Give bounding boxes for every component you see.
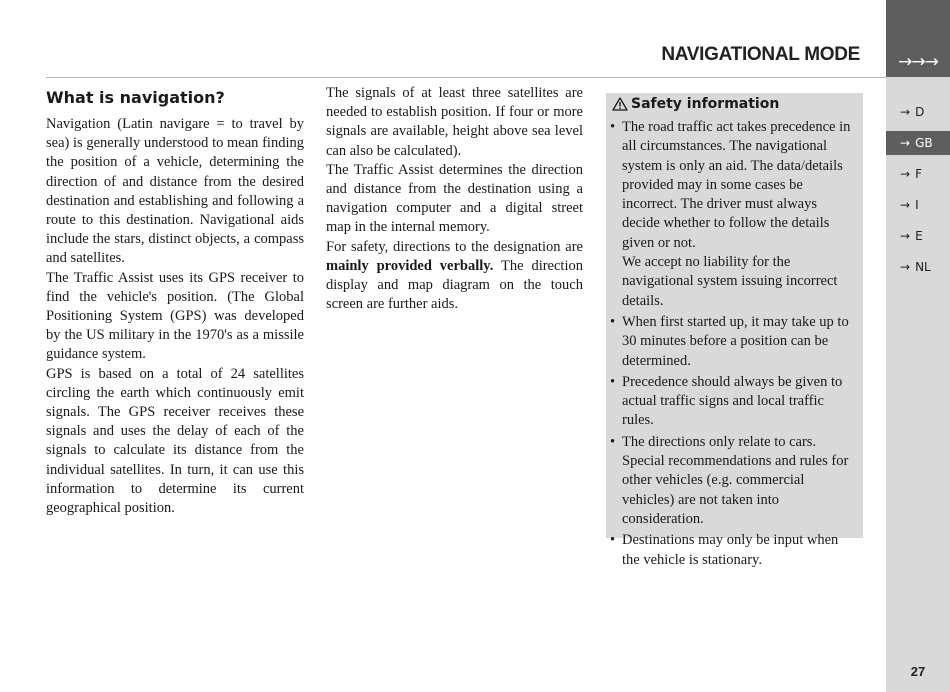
arrow-right-icon: → (900, 136, 911, 150)
safety-list (612, 118, 857, 570)
body-paragraph: The Traffic Assist uses its GPS receiver to find the vehicle's position. (The Global Positioning System (GPS) was developed by the US military in the 1970's as a missile guidance system. (46, 269, 304, 363)
safety-item-text: We accept no liability for the navigational system issuing incorrect details. (622, 254, 838, 309)
safety-title-text: Safety information (631, 96, 780, 112)
safety-item: • When first started up, it may take up to 30 minutes before a position can be determined. (612, 313, 857, 371)
forward-arrows-tab (886, 0, 950, 77)
body-paragraph: The Traffic Assist determines the direction and distance from the destination using a navigation computer and a digital street map in the internal memory. (326, 161, 583, 236)
emphasis-text: mainly provided verbally. (326, 257, 494, 274)
language-code: I (915, 198, 919, 212)
page-number: 27 (910, 664, 926, 679)
safety-title (612, 93, 857, 115)
text-column-2 (326, 84, 583, 314)
language-item-d[interactable] (886, 100, 950, 124)
language-code: GB (915, 136, 933, 150)
body-paragraph: The signals of at least three satellites are needed to establish position. If four or more signals are available, height above sea level can also be calculated). (326, 85, 583, 159)
language-list (886, 100, 950, 286)
section-heading: What is navigation? (46, 88, 225, 107)
body-paragraph: GPS is based on a total of 24 satellites circling the earth which continuously emit signals. The GPS receiver receives these signals and uses the delay of each of the signals to calculate its distance from the individual satellites. In turn, it can use this information to determine its current geographical position. (46, 365, 304, 517)
header-divider (46, 77, 886, 78)
language-code: D (915, 105, 925, 119)
text-column-1 (46, 84, 304, 518)
arrow-right-icon: → (900, 167, 911, 181)
language-item-e[interactable] (886, 224, 950, 248)
page-title: NAVIGATIONAL MODE (661, 44, 860, 65)
language-code: F (915, 167, 922, 181)
warning-triangle-icon (612, 97, 628, 111)
safety-item-text: The road traffic act takes precedence in all circumstances. The navigational system is only an aid. The data/details provided may in some cases be incorrect. The driver must always decide whether to follow the details given or not. (622, 119, 851, 251)
language-code: NL (915, 260, 931, 274)
safety-item: • Precedence should always be given to actual traffic signs and local traffic rules. (612, 373, 857, 431)
safety-information-box (606, 93, 863, 568)
language-item-f[interactable] (886, 162, 950, 186)
text-run: For safety, directions to the designation are (326, 238, 583, 255)
arrow-right-icon: → (900, 198, 911, 212)
language-item-i[interactable] (886, 193, 950, 217)
body-paragraph (326, 238, 583, 315)
safety-item (612, 118, 857, 311)
language-item-nl[interactable] (886, 255, 950, 279)
body-paragraph: Navigation (Latin navigare = to travel by sea) is generally understood to mean finding the position of a vehicle, determining the direction of and distance from the desired destination and establishing and following a route to this destination. Navigational aids include the stars, distinct objects, a compass and satellites. (46, 116, 304, 267)
language-item-gb[interactable] (886, 131, 950, 155)
arrow-right-icon: → (900, 260, 911, 274)
language-code: E (915, 229, 923, 243)
arrow-right-icon: → (900, 105, 911, 119)
arrow-right-icon: → (900, 229, 911, 243)
safety-item: • Destinations may only be input when the vehicle is stationary. (612, 531, 857, 570)
forward-arrows-icon: →→→ (898, 52, 938, 72)
safety-item: • The directions only relate to cars. Special recommendations and rules for other vehicles (e.g. commercial vehicles) are not taken into consideration. (612, 433, 857, 529)
text-run: The direction display and map diagram on the touch screen are further aids. (326, 257, 583, 313)
